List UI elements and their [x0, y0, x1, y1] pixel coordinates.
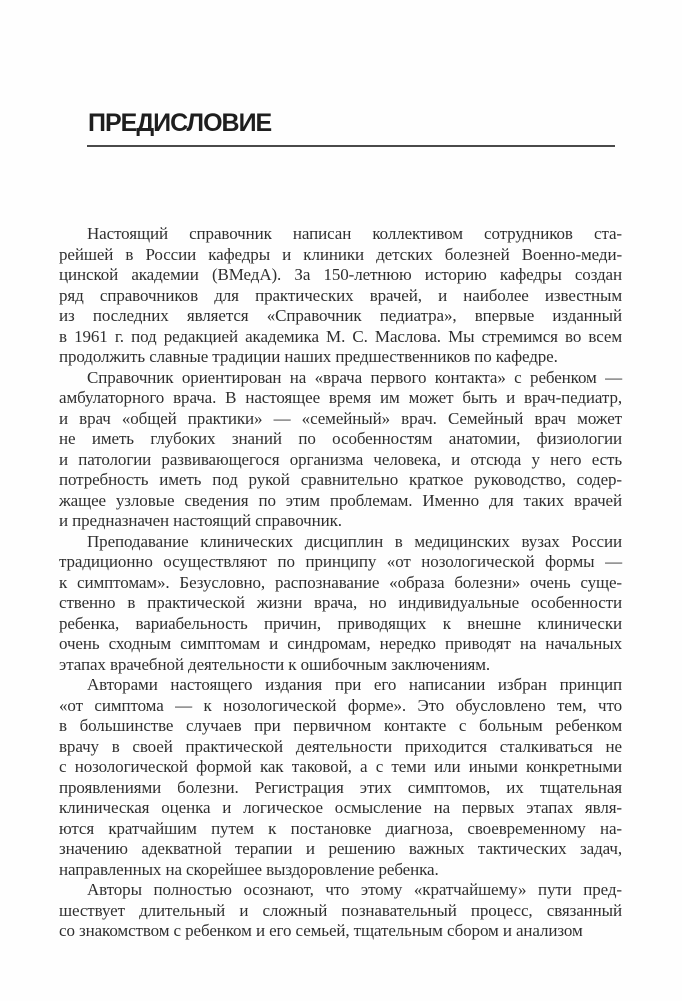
text-line: очень сходным симптомам и синдромам, нередко приводят на начальных [59, 634, 622, 653]
text-line: со знакомством с ребенком и его семьей, тщательным сбором и анализом [59, 921, 583, 940]
text-line: к симптомам». Безусловно, распознавание «образа болезни» очень суще- [59, 572, 622, 592]
text-line: ются кратчайшим путем к постановке диагноза, своевременному на- [59, 818, 622, 838]
text-line: «от симптома — к нозологической форме». Это обусловлено тем, что [59, 695, 622, 715]
text-line: цинской академии (ВМедА). За 150-летнюю историю кафедры создан [59, 265, 622, 284]
text-line: и предназначен настоящий справочник. [59, 511, 342, 530]
text-line: продолжить славные традиции наших предшественников по кафедре. [59, 347, 558, 366]
text-line: проявлениями болезни. Регистрация этих симптомов, их тщательная [59, 777, 622, 797]
paragraph [59, 532, 622, 676]
text-line: врачу в своей практической деятельности приходится сталкиваться не [59, 736, 622, 756]
text-line: рейшей в России кафедры и клиники детских болезней Военно-меди- [59, 244, 622, 264]
text-line: шествует длительный и сложный познавательный процесс, связанный [59, 900, 622, 920]
text-line: Авторы полностью осознают, что этому «кратчайшему» пути пред- [87, 880, 622, 899]
text-line: клиническая оценка и логическое осмысление на первых этапах явля- [59, 798, 622, 817]
text-line: амбулаторного врача. В настоящее время им может быть и врач-педиатр, [59, 388, 622, 407]
text-line: жащее узловые сведения по этим проблемам. Именно для таких врачей [59, 490, 622, 510]
text-line: Справочник ориентирован на «врача первого контакта» с ребенком — [87, 367, 622, 387]
text-line: в большинстве случаев при первичном контакте с больным ребенком [59, 716, 622, 735]
text-line: Настоящий справочник написан коллективом сотрудников ста- [87, 224, 622, 243]
text-line: не иметь глубоких знаний по особенностям анатомии, физиологии [59, 429, 622, 448]
text-line: потребность иметь под рукой сравнительно краткое руководство, содер- [59, 470, 622, 489]
paragraph [59, 675, 622, 880]
text-line: из последних является «Справочник педиатра», впервые изданный [59, 306, 622, 325]
text-line: значению адекватной терапии и решению важных тактических задач, [59, 839, 622, 858]
text-line: в 1961 г. под редакцией академика М. С. Маслова. Мы стремимся во всем [59, 326, 622, 346]
text-line: и патологии развивающегося организма человека, и отсюда у него есть [59, 449, 622, 469]
text-line: с нозологической формой как таковой, а с теми или иными конкретными [59, 757, 622, 776]
text-line: Преподавание клинических дисциплин в медицинских вузах России [87, 531, 622, 551]
paragraph [59, 224, 622, 368]
text-line: Авторами настоящего издания при его написании избран принцип [87, 675, 622, 694]
text-line: и врач «общей практики» — «семейный» врач. Семейный врач может [59, 408, 622, 428]
paragraph [59, 880, 622, 942]
text-line: этапах врачебной деятельности к ошибочным заключениям. [59, 654, 491, 674]
text-line: ряд справочников для практических врачей, и наиболее известным [59, 285, 622, 305]
text-line: ственно в практической жизни врача, но индивидуальные особенности [59, 593, 622, 612]
text-line: ребенка, вариабельность причин, приводящих к внешне клинически [59, 613, 622, 633]
page-title: ПРЕДИСЛОВИЕ [88, 109, 272, 137]
paragraph [59, 368, 622, 532]
text-line: традиционно осуществляют по принципу «от нозологической формы — [59, 552, 622, 571]
page-body [59, 224, 622, 942]
text-line: направленных на скорейшее выздоровление ребенка. [59, 859, 439, 879]
title-underline [87, 145, 615, 147]
